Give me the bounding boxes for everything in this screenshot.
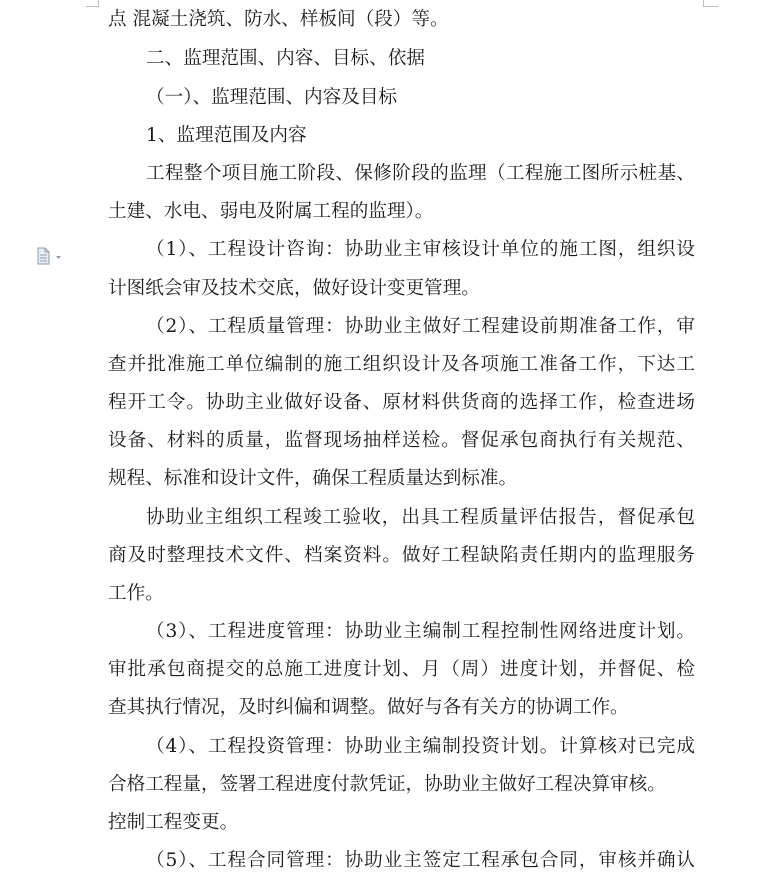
text-line: （4）、工程投资管理：协助业主编制投资计划。计算核对已完成 bbox=[146, 736, 695, 757]
text-line: 控制工程变更。 bbox=[108, 812, 239, 833]
text-line: 设备、材料的质量，监督现场抽样送检。督促承包商执行有关规范、 bbox=[108, 430, 695, 451]
text-line: 工程整个项目施工阶段、保修阶段的监理（工程施工图所示桩基、 bbox=[146, 163, 695, 184]
text-line: 合格工程量，签署工程进度付款凭证，协助业主做好工程决算审核。 bbox=[108, 774, 666, 795]
text-line: 审批承包商提交的总施工进度计划、月（周）进度计划，并督促、检 bbox=[108, 659, 695, 680]
text-line: 查并批准施工单位编制的施工组织设计及各项施工准备工作，下达工 bbox=[108, 354, 695, 375]
text-line: 点 混凝土浇筑、防水、样板间（段）等。 bbox=[108, 9, 449, 30]
section-heading: 二、监理范围、内容、目标、依据 bbox=[146, 48, 425, 69]
subsection-heading: 1、监理范围及内容 bbox=[146, 125, 307, 146]
text-line: 商及时整理技术文件、档案资料。做好工程缺陷责任期内的监理服务 bbox=[108, 545, 695, 566]
text-line: 程开工令。协助主业做好设备、原材料供货商的选择工作，检查进场 bbox=[108, 392, 695, 413]
page-corner-mark-right bbox=[703, 0, 718, 7]
text-line: （3）、工程进度管理：协助业主编制工程控制性网络进度计划。 bbox=[146, 621, 695, 642]
chevron-down-icon bbox=[56, 256, 61, 259]
text-line: 土建、水电、弱电及附属工程的监理）。 bbox=[108, 201, 434, 222]
text-line: （2）、工程质量管理：协助业主做好工程建设前期准备工作，审 bbox=[146, 316, 695, 337]
text-line: 计图纸会审及技术交底，做好设计变更管理。 bbox=[108, 278, 480, 299]
document-icon bbox=[36, 247, 64, 265]
text-line: 查其执行情况，及时纠偏和调整。做好与各有关方的协调工作。 bbox=[108, 697, 629, 718]
text-line: （1）、工程设计咨询：协助业主审核设计单位的施工图，组织设 bbox=[146, 239, 695, 260]
page-corner-mark-left bbox=[86, 0, 99, 7]
paragraph-options-icon[interactable] bbox=[36, 247, 66, 265]
text-line: 规程、标准和设计文件，确保工程质量达到标准。 bbox=[108, 468, 518, 489]
subsection-heading: （一）、监理范围、内容及目标 bbox=[146, 87, 398, 108]
text-line: 协助业主组织工程竣工验收，出具工程质量评估报告，督促承包 bbox=[146, 507, 695, 528]
text-line: （5）、工程合同管理：协助业主签定工程承包合同，审核并确认 bbox=[146, 850, 695, 871]
text-line: 工作。 bbox=[108, 583, 164, 604]
